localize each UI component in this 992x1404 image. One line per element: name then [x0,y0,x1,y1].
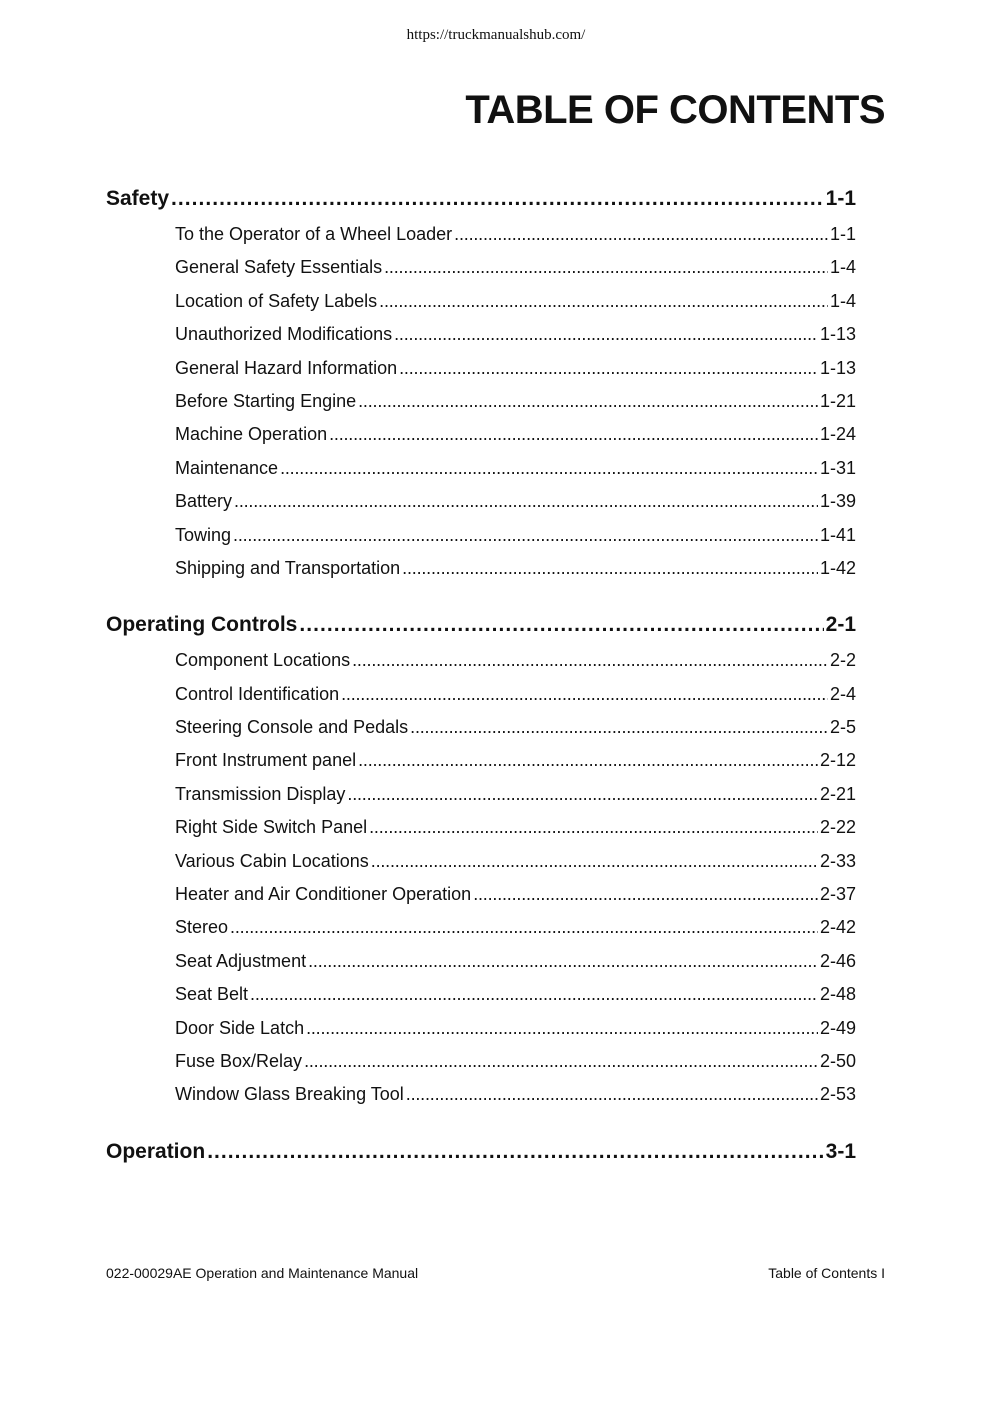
toc-entry-page-number: 2-37 [819,884,856,905]
toc-entry[interactable] [175,251,856,284]
toc-entry[interactable] [175,385,856,418]
toc-entry-title: Maintenance [175,457,279,478]
dot-leader [379,285,828,318]
toc-entry-title: Stereo [175,917,229,938]
source-url[interactable]: https://truckmanualshub.com/ [406,27,586,43]
toc-entry-title: General Hazard Information [175,357,398,378]
toc-entry-page-number: 2-2 [829,650,856,671]
toc-section-page-number: 1-1 [825,187,856,210]
toc-section-page-number: 3-1 [825,1139,856,1163]
dot-leader [306,1012,818,1045]
dot-leader [454,218,828,251]
toc-entry-page-number: 1-4 [829,257,856,278]
toc-entry-page-number: 1-39 [819,491,856,512]
table-of-contents [106,182,856,1191]
toc-section [106,182,856,585]
toc-entry[interactable] [175,218,856,251]
dot-leader [233,519,818,552]
toc-section-heading[interactable] [106,1135,856,1168]
toc-entry-page-number: 1-41 [819,524,856,545]
dot-leader [299,608,823,641]
toc-entry[interactable] [175,452,856,485]
dot-leader [329,418,818,451]
toc-entry-title: Various Cabin Locations [175,850,369,871]
toc-entry-page-number: 2-12 [819,750,856,771]
toc-section-page-number: 2-1 [825,613,856,637]
toc-entry[interactable] [175,845,856,878]
dot-leader [280,452,818,485]
toc-entry-title: Control Identification [175,683,340,704]
toc-entry-title: Battery [175,491,233,512]
toc-section [106,608,856,1111]
toc-entry-title: General Safety Essentials [175,257,383,278]
toc-entry-title: Shipping and Transportation [175,557,401,578]
toc-entry[interactable] [175,485,856,518]
toc-entry-page-number: 1-42 [819,557,856,578]
toc-entry-title: Right Side Switch Panel [175,817,368,838]
toc-entry[interactable] [175,878,856,911]
toc-entry-title: Before Starting Engine [175,390,357,411]
toc-entry-page-number: 2-49 [819,1017,856,1038]
toc-entry-title: Front Instrument panel [175,750,357,771]
dot-leader [308,945,818,978]
dot-leader [207,1135,823,1168]
toc-entry-page-number: 2-22 [819,817,856,838]
toc-entry-title: Door Side Latch [175,1017,305,1038]
toc-entry-page-number: 1-13 [819,324,856,345]
toc-entry-page-number: 2-46 [819,950,856,971]
toc-entry[interactable] [175,978,856,1011]
toc-entry-list [106,644,856,1111]
toc-entry-page-number: 2-48 [819,984,856,1005]
toc-section-heading[interactable] [106,608,856,641]
toc-section-title: Operating Controls [106,613,298,637]
dot-leader [410,711,828,744]
toc-entry[interactable] [175,1045,856,1078]
dot-leader [358,744,818,777]
toc-entry-title: Steering Console and Pedals [175,717,409,738]
toc-entry[interactable] [175,911,856,944]
toc-entry-title: Fuse Box/Relay [175,1050,303,1071]
page-title: TABLE OF CONTENTS [465,88,885,132]
toc-entry-page-number: 1-24 [819,424,856,445]
toc-entry[interactable] [175,418,856,451]
toc-entry-page-number: 2-50 [819,1050,856,1071]
toc-entry-title: Window Glass Breaking Tool [175,1084,404,1105]
dot-leader [406,1078,818,1111]
toc-entry-page-number: 2-5 [829,717,856,738]
dot-leader [402,552,818,585]
dot-leader [171,182,824,215]
dot-leader [341,678,828,711]
toc-section [106,1135,856,1168]
toc-entry[interactable] [175,519,856,552]
toc-entry-page-number: 1-31 [819,457,856,478]
dot-leader [358,385,818,418]
toc-entry-title: Transmission Display [175,783,346,804]
toc-entry[interactable] [175,552,856,585]
dot-leader [371,845,818,878]
toc-entry[interactable] [175,318,856,351]
dot-leader [369,811,818,844]
footer-manual-name: 022-00029AE Operation and Maintenance Manual [106,1265,419,1281]
toc-entry-title: Towing [175,524,232,545]
toc-entry-title: Seat Adjustment [175,950,307,971]
toc-entry[interactable] [175,945,856,978]
toc-entry-page-number: 1-4 [829,290,856,311]
toc-entry[interactable] [175,678,856,711]
toc-entry[interactable] [175,644,856,677]
toc-section-title: Operation [106,1139,206,1163]
dot-leader [473,878,818,911]
toc-entry-page-number: 1-1 [829,224,856,244]
toc-entry-title: To the Operator of a Wheel Loader [175,224,453,244]
dot-leader [384,251,828,284]
dot-leader [347,778,818,811]
dot-leader [304,1045,818,1078]
toc-entry-title: Unauthorized Modifications [175,324,393,345]
toc-section-title: Safety [106,187,170,210]
toc-entry[interactable] [175,778,856,811]
dot-leader [234,485,818,518]
toc-entry-title: Component Locations [175,650,351,671]
toc-entry-title: Location of Safety Labels [175,290,378,311]
toc-entry-title: Heater and Air Conditioner Operation [175,884,472,905]
toc-entry-list [106,218,856,585]
toc-entry-page-number: 2-21 [819,783,856,804]
toc-entry-page-number: 1-13 [819,357,856,378]
toc-entry-page-number: 2-53 [819,1084,856,1105]
dot-leader [399,352,818,385]
toc-entry[interactable] [175,1078,856,1111]
toc-section-heading[interactable] [106,182,856,215]
toc-entry[interactable] [175,811,856,844]
dot-leader [250,978,818,1011]
toc-entry[interactable] [175,1012,856,1045]
footer-page-label: Table of Contents I [768,1265,885,1281]
dot-leader [352,644,828,677]
toc-entry-page-number: 2-33 [819,850,856,871]
dot-leader [230,911,818,944]
toc-entry-page-number: 2-42 [819,917,856,938]
toc-entry-title: Machine Operation [175,424,328,445]
toc-entry[interactable] [175,285,856,318]
dot-leader [394,318,818,351]
toc-entry[interactable] [175,711,856,744]
toc-entry-title: Seat Belt [175,984,249,1005]
toc-entry[interactable] [175,352,856,385]
toc-entry-page-number: 1-21 [819,390,856,411]
toc-entry-page-number: 2-4 [829,683,856,704]
toc-entry[interactable] [175,744,856,777]
